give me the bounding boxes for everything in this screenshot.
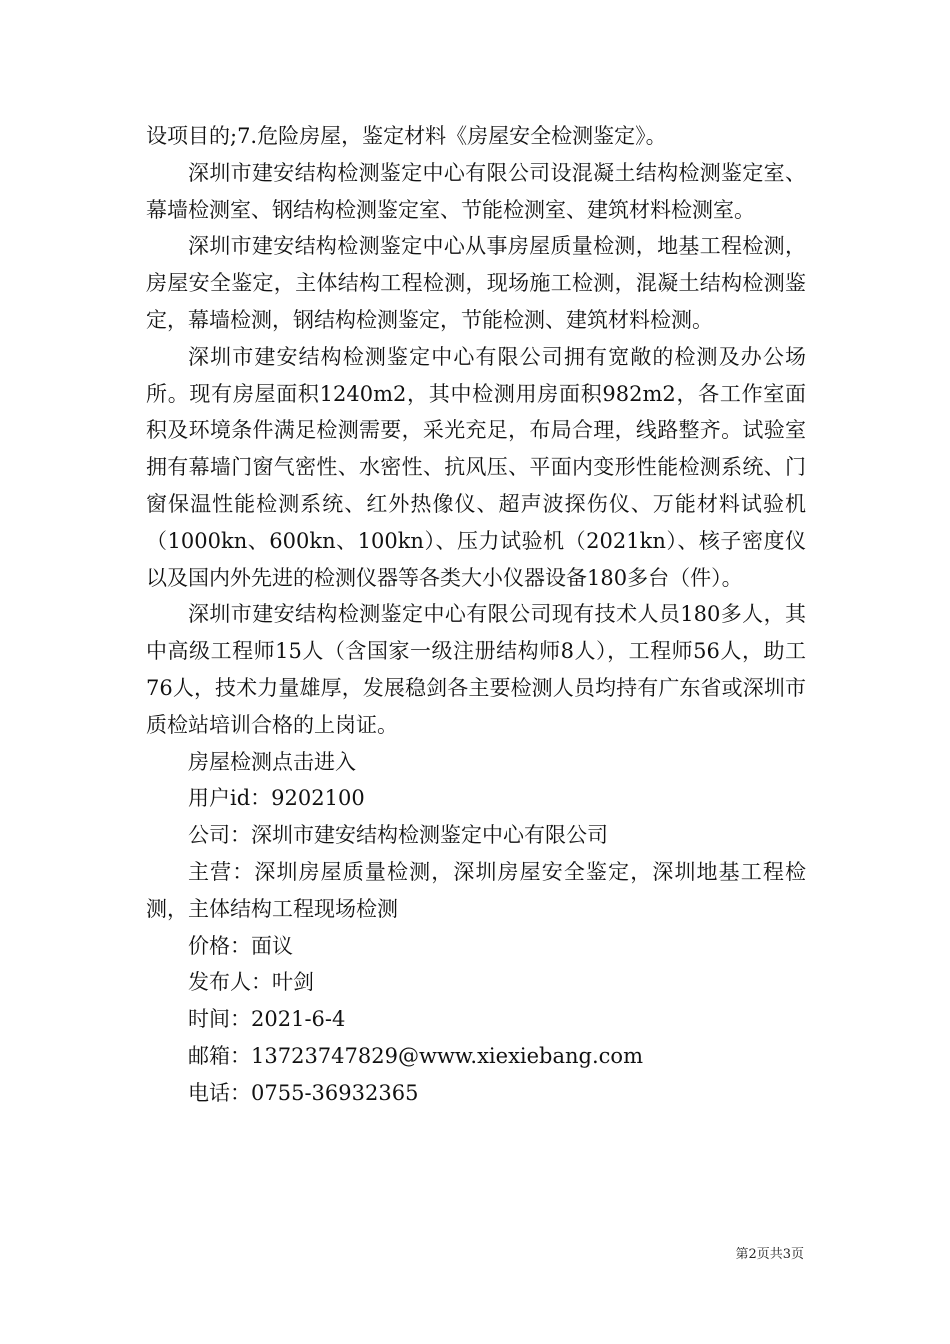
field-email: 邮箱：13723747829@www.xiexiebang.com <box>188 1043 643 1068</box>
paragraph-continuation: 设项目的;7.危险房屋，鉴定材料《房屋安全检测鉴定》。 <box>146 124 667 148</box>
page-number: 第2页共3页 <box>735 1247 804 1262</box>
field-price: 价格：面议 <box>188 933 293 958</box>
document-body <box>146 118 806 1112</box>
paragraph-departments: 深圳市建安结构检测鉴定中心有限公司设混凝土结构检测鉴定室、幕墙检测室、钢结构检测鉴定室、节能检测室、建筑材料检测室。 <box>146 160 806 222</box>
paragraph-staff: 深圳市建安结构检测鉴定中心有限公司现有技术人员180多人，其中高级工程师15人（含国家一级注册结构师8人），工程师56人，助工76人，技术力量雄厚，发展稳剑各主要检测人员均持有广东省或深圳市质检站培训合格的上岗证。 <box>146 602 806 737</box>
field-phone: 电话：0755-36932365 <box>188 1080 419 1105</box>
field-entry-link: 房屋检测点击进入 <box>188 749 356 774</box>
field-company: 公司：深圳市建安结构检测鉴定中心有限公司 <box>188 823 608 848</box>
field-time: 时间：2021-6-4 <box>188 1007 346 1032</box>
field-user-id: 用户id：9202100 <box>188 786 365 811</box>
paragraph-services: 深圳市建安结构检测鉴定中心从事房屋质量检测，地基工程检测，房屋安全鉴定，主体结构工程检测，现场施工检测，混凝土结构检测鉴定，幕墙检测，钢结构检测鉴定，节能检测、建筑材料检测。 <box>146 234 806 332</box>
field-main-business: 主营：深圳房屋质量检测，深圳房屋安全鉴定，深圳地基工程检测，主体结构工程现场检测 <box>146 859 806 921</box>
field-publisher: 发布人：叶剑 <box>188 970 314 995</box>
paragraph-facilities: 深圳市建安结构检测鉴定中心有限公司拥有宽敞的检测及办公场所。现有房屋面积1240m2，其中检测用房面积982m2，各工作室面积及环境条件满足检测需要，采光充足，布局合理，线路整齐。试验室拥有幕墙门窗气密性、水密性、抗风压、平面内变形性能检测系统、门窗保温性能检测系统、红外热像仪、超声波探伤仪、万能材料试验机（1000kn、600kn、100kn）、压力试验机（2021kn）、核子密度仪以及国内外先进的检测仪器等各类大小仪器设备180多台（件）。 <box>146 344 806 590</box>
